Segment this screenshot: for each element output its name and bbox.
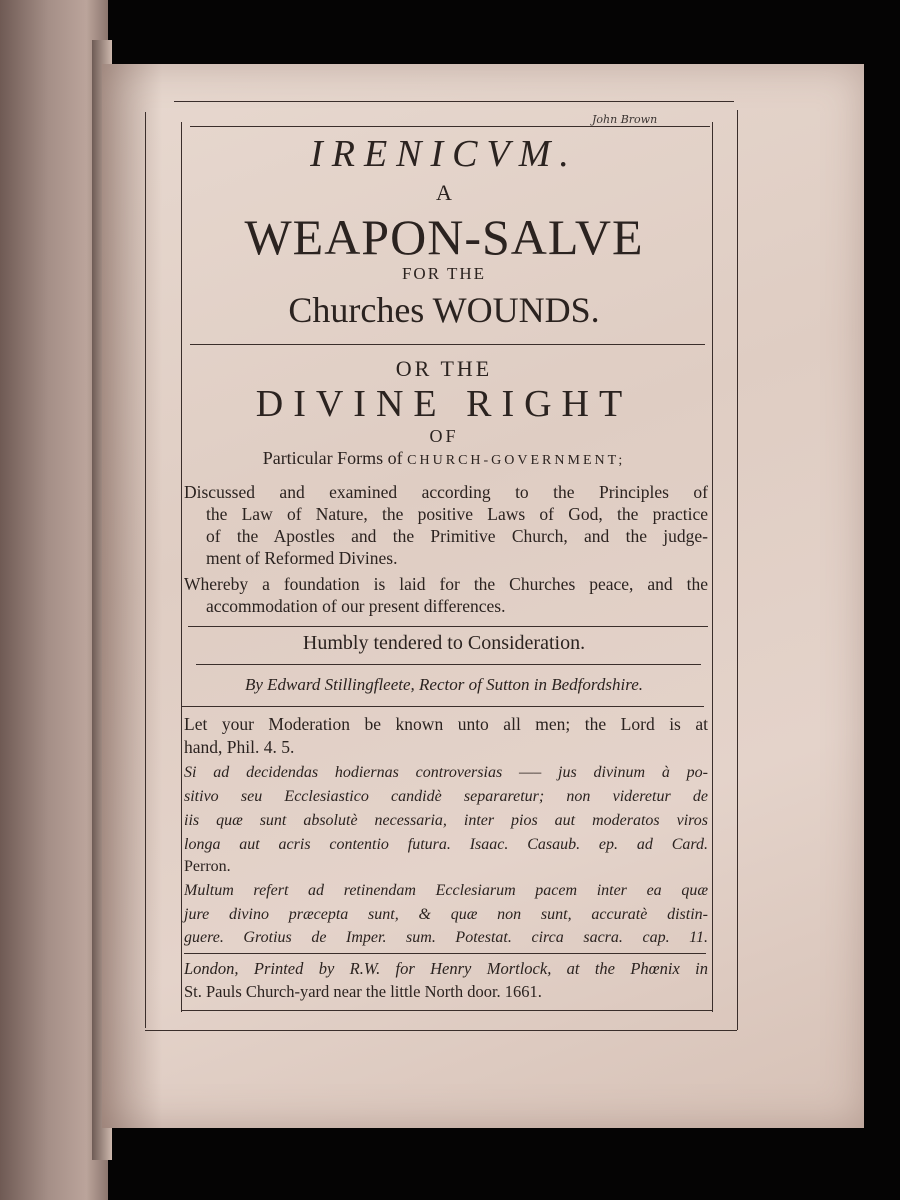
rule-above-tendered xyxy=(188,626,708,627)
inner-rule-top xyxy=(190,126,710,127)
whereby-line-2: accommodation of our present differences. xyxy=(206,596,506,616)
handwritten-signature: John Brown xyxy=(592,113,658,126)
description-line-1: Discussed and examined according to the Principles of xyxy=(184,482,708,502)
outer-rule-bottom xyxy=(145,1030,737,1031)
epigraph-2-line-1: Si ad decidendas hodiernas controversias —– jus divinum à po- xyxy=(184,764,708,781)
epigraph-2-line-3: iis quæ sunt absolutè necessaria, inter pios aut moderatos viros xyxy=(184,812,708,829)
epigraph-2-line-2: sitivo seu Ecclesiastico candidè separaretur; non videretur de xyxy=(184,788,708,805)
subtitle-of: OF xyxy=(429,426,459,446)
epigraph-2-line-5: Perron. xyxy=(184,858,231,875)
epigraph-1-line-1: Let your Moderation be known unto all men; the Lord is at xyxy=(184,714,708,734)
epigraph-3-line-3: guere. Grotius de Imper. sum. Potestat. circa sacra. cap. 11. xyxy=(184,929,708,946)
title-a: A xyxy=(436,180,452,205)
description-line-4: ment of Reformed Divines. xyxy=(206,548,398,568)
subtitle-particular-forms-text: Particular Forms of xyxy=(262,448,408,468)
epigraph-3-line-2: jure divino præcepta sunt, & quæ non sunt, accuratè distin- xyxy=(184,906,708,923)
inner-rule-right xyxy=(712,122,713,1012)
title-churches-wounds: Churches WOUNDS. xyxy=(288,290,600,330)
rule-above-imprint xyxy=(184,953,706,954)
rule-below-tendered xyxy=(196,664,701,665)
title-weapon-salve: WEAPON-SALVE xyxy=(244,209,644,265)
epigraph-1-line-2: hand, Phil. 4. 5. xyxy=(184,737,295,757)
subtitle-particular-forms xyxy=(180,448,708,469)
imprint-line-1: London, Printed by R.W. for Henry Mortlock, at the Phœnix in xyxy=(184,959,708,978)
epigraph-3-line-1: Multum refert ad retinendam Ecclesiarum pacem inter ea quæ xyxy=(184,882,708,899)
subtitle-church-government: CHURCH-GOVERNMENT; xyxy=(407,453,626,468)
inner-rule-bottom xyxy=(181,1010,713,1011)
title-for-the: FOR THE xyxy=(401,264,487,283)
author-line: By Edward Stillingfleete, Rector of Sutton in Bedfordshire. xyxy=(244,675,644,694)
title-irenicum: IRENICVM. xyxy=(310,133,578,175)
description-line-3: of the Apostles and the Primitive Church, and the judge- xyxy=(206,526,708,546)
outer-rule-top xyxy=(174,101,734,102)
rule-below-title xyxy=(190,344,705,345)
outer-rule-right xyxy=(737,110,738,1030)
whereby-line-1: Whereby a foundation is laid for the Churches peace, and the xyxy=(184,574,708,594)
imprint-line-2: St. Pauls Church-yard near the little North door. 1661. xyxy=(184,982,542,1001)
page-gutter-shadow xyxy=(102,64,162,1128)
outer-rule-left xyxy=(145,112,146,1028)
subtitle-or-the: OR THE xyxy=(395,356,493,381)
epigraph-2-line-4: longa aut acris contentio futura. Isaac. Casaub. ep. ad Card. xyxy=(184,836,708,853)
tendered-line: Humbly tendered to Consideration. xyxy=(302,632,586,654)
rule-below-author xyxy=(182,706,704,707)
description-line-2: the Law of Nature, the positive Laws of God, the practice xyxy=(206,504,708,524)
subtitle-divine-right: DIVINE RIGHT xyxy=(255,383,633,425)
